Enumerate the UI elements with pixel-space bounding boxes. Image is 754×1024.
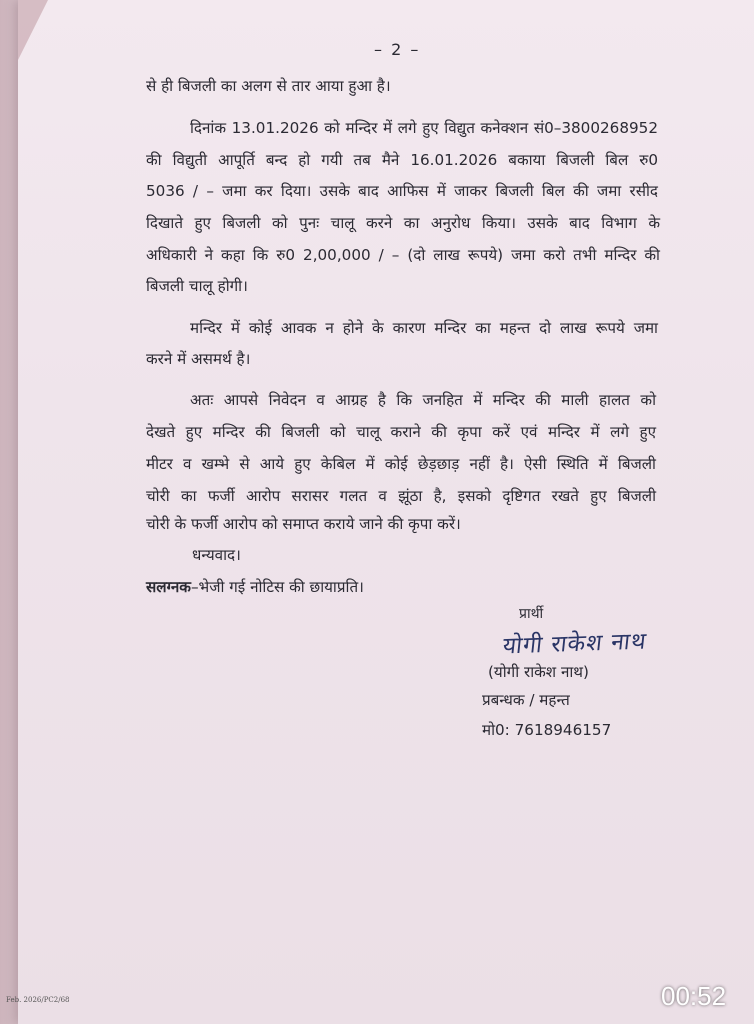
page-corner-shadow	[18, 0, 48, 60]
handwritten-signature: योगी राकेश नाथ	[501, 628, 649, 660]
text-line-11: देखते हुए मन्दिर की बिजली को चालू कराने की कृपा करें एवं मन्दिर में लगे हुए	[146, 423, 656, 441]
video-timestamp: 00:52	[661, 981, 727, 1011]
mobile-number: मो0: 7618946157	[482, 721, 612, 739]
text-line-2: दिनांक 13.01.2026 को मन्दिर में लगे हुए विद्युत कनेक्शन सं0–3800268952	[190, 119, 658, 137]
text-line-14: चोरी के फर्जी आरोप को समाप्त कराये जाने की कृपा करें।	[146, 515, 461, 533]
text-line-6: अधिकारी ने कहा कि रु0 2,00,000 / – (दो लाख रूपये) जमा करो तभी मन्दिर की	[146, 246, 660, 264]
footer-code: Feb. 2026/PC2/68	[6, 996, 70, 1004]
signatory-name: (योगी राकेश नाथ)	[488, 663, 589, 681]
text-line-12: मीटर व खम्भे से आये हुए केबिल में कोई छेड़छाड़ नहीं है। ऐसी स्थिति में बिजली	[146, 455, 656, 473]
text-line-8: मन्दिर में कोई आवक न होने के कारण मन्दिर का महन्त दो लाख रूपये जमा	[190, 319, 658, 337]
text-line-10: अतः आपसे निवेदन व आग्रह है कि जनहित में मन्दिर की माली हालत को	[190, 391, 656, 409]
enclosure-label: सलग्नक	[146, 578, 191, 596]
page-number: – 2 –	[374, 40, 421, 59]
text-line-5: दिखाते हुए बिजली को पुनः चालू करने का अनुरोध किया। उसके बाद विभाग के	[146, 214, 660, 232]
text-line-13: चोरी का फर्जी आरोप सरासर गलत व झूंठा है, इसको दृष्टिगत रखते हुए बिजली	[146, 487, 656, 505]
enclosure-text: –भेजी गई नोटिस की छायाप्रति।	[190, 578, 364, 596]
text-line-9: करने में असमर्थ है।	[146, 350, 251, 368]
text-line-3: की विद्युती आपूर्ति बन्द हो गयी तब मैने 16.01.2026 बकाया बिजली बिल रु0	[146, 151, 658, 169]
signatory-designation: प्रबन्धक / महन्त	[482, 691, 570, 709]
thanks-line: धन्यवाद।	[192, 546, 241, 564]
text-line-1: से ही बिजली का अलग से तार आया हुआ है।	[146, 77, 391, 95]
enclosure-line	[146, 577, 364, 597]
text-line-4: 5036 / – जमा कर दिया। उसके बाद आफिस में जाकर बिजली बिल की जमा रसीद	[146, 182, 658, 200]
applicant-label: प्रार्थी	[519, 606, 544, 622]
text-line-7: बिजली चालू होगी।	[146, 277, 248, 295]
